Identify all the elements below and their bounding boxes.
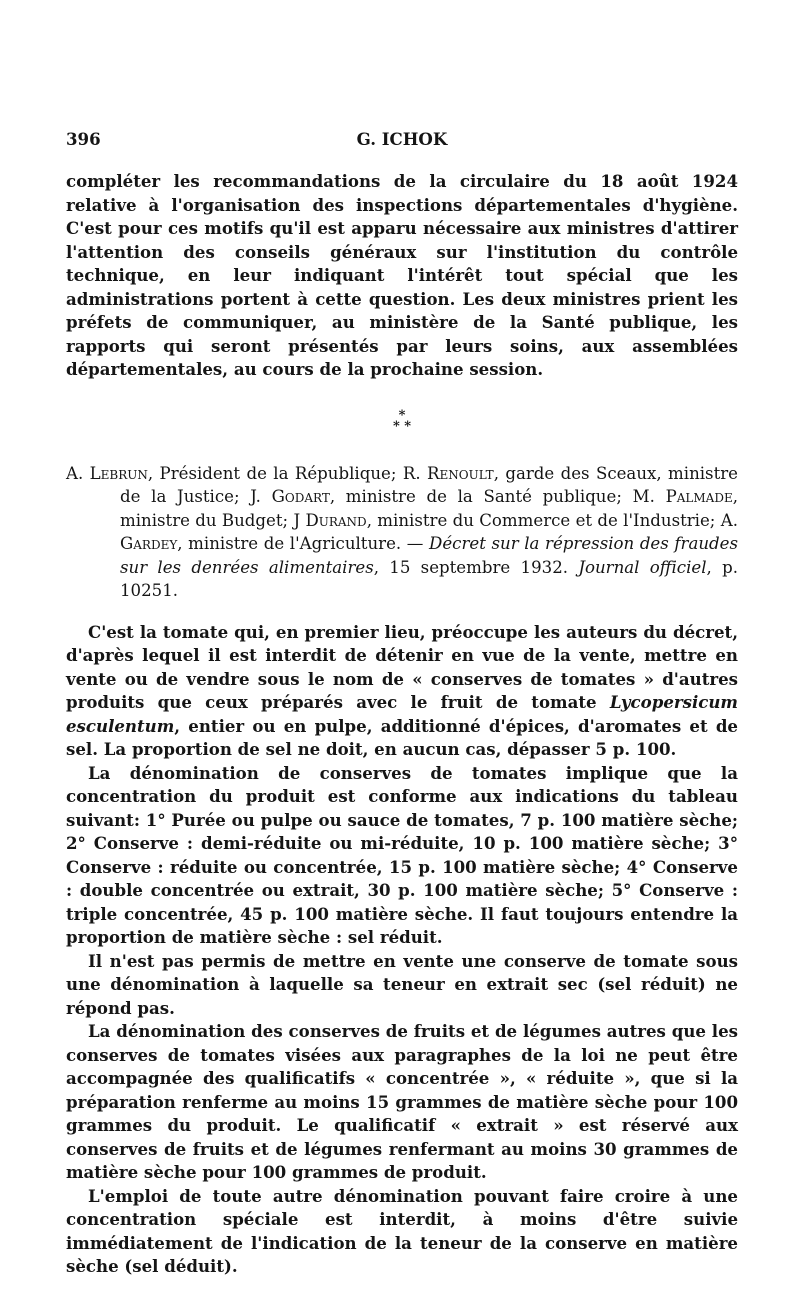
ref-initial-1: A. [66, 463, 90, 483]
ref-decree-title: Décret sur la répression des fraudes sur les denrées alimentaires [120, 534, 739, 577]
ref-role-1: , Président de la République; R. [147, 463, 427, 483]
separator-star-bottom: * * [392, 418, 412, 434]
paragraph-circular: compléter les recommandations de la circulaire du 18 août 1924 relative à l'organisation des inspections départementales d'hygiène. C'est pour ces motifs qu'il est apparu nécessaire aux ministres d'attirer l'attention des conseils généraux sur l'institution du contrôle technique, en leur indiquant l'intérêt tout spécial que les administrations portent à cette question. Les deux ministres prient les préfets de communiquer, au ministère de la Santé publique, les rapports qui seront présentés par leurs soins, aux assemblées départementales, au cours de la prochaine session. [66, 171, 738, 379]
paragraph-concentration-table: La dénomination de conserves de tomates implique que la concentration du produit est conforme aux indications du tableau suivant: 1° Purée ou pulpe ou sauce de tomates, 7 p. 100 matière sèche; 2° Conserve : demi-réduite ou mi-réduite, 10 p. 100 matière sèche; 3° Conserve : réduite ou concentrée, 15 p. 100 matière sèche; 4° Conserve : double concentrée ou extrait, 30 p. 100 matière sèche; 5° Conserve : triple concentrée, 45 p. 100 matière sèche. Il faut toujours entendre la proportion de matière sèche : sel réduit. [66, 762, 738, 947]
ref-name-lebrun: Lebrun [89, 463, 148, 483]
document-page [66, 128, 738, 1279]
paragraph-tomato [66, 621, 738, 762]
ref-journal: Journal officiel [578, 557, 707, 577]
paragraph-other-denominations: L'emploi de toute autre dénomination pouvant faire croire à une concentration spéciale est interdit, à moins d'être suivie immédiatement de l'indication de la teneur de la conserve en matière sèche (sel déduit). [66, 1185, 738, 1276]
paragraph-tomato-text-2: , entier ou en pulpe, additionné d'épices, d'aromates et de sel. La proportion de sel ne doit, en aucun cas, dépasser 5 p. 100. [66, 715, 738, 759]
ref-role-4: , ministre du Budget; J [120, 487, 738, 530]
ref-name-godart: Godart [271, 487, 330, 506]
paragraph-other-preserves: La dénomination des conserves de fruits et de légumes autres que les conserves de tomates visées aux paragraphes de la loi ne peut être accompagnée des qualificatifs « concentrée », « réduite », que si la préparation renferme au moins 15 grammes de matière sèche pour 100 grammes du produit. Le qualificatif « extrait » est réservé aux conserves de fruits et de légumes renfermant au moins 30 grammes de matière sèche pour 100 grammes de produit. [66, 1021, 738, 1182]
separator-star-top: * [398, 407, 406, 423]
paragraph-sale-prohibition: Il n'est pas permis de mettre en vente une conserve de tomate sous une dénomination à laquelle sa teneur en extrait sec (sel réduit) ne répond pas. [66, 950, 738, 1018]
ref-role-3: , ministre de la Santé publique; M. [329, 487, 666, 506]
ref-name-durand: Durand [305, 510, 367, 530]
ref-role-5: , ministre du Commerce et de l'Industrie; A. [366, 510, 738, 530]
page-number: 396 [66, 129, 101, 149]
ref-name-gardey: Gardey [120, 534, 178, 553]
paragraph-tomato-text-1: C'est la tomate qui, en premier lieu, préoccupe les auteurs du décret, d'après lequel il est interdit de détenir en vue de la vente, mettre en vente ou de vendre sous le nom de « conserves de tomates » d'autres produits que ceux préparés avec le fruit de tomate [66, 621, 738, 712]
ref-name-renoult: Renoult [426, 463, 494, 483]
species-name: Lycopersicum esculentum [66, 692, 738, 736]
section-separator [66, 407, 738, 434]
ref-page: , p. 10251. [120, 557, 738, 600]
ref-date: , 15 septembre 1932. [373, 557, 579, 577]
ref-name-palmade: Palmade [665, 487, 733, 506]
ref-role-6: , ministre de l'Agriculture. — [177, 534, 430, 553]
running-header [66, 128, 738, 152]
decree-reference [66, 462, 738, 603]
running-author: G. ICHOK [356, 129, 448, 149]
ref-role-2: , garde des Sceaux, ministre de la Justice; J. [120, 463, 738, 506]
